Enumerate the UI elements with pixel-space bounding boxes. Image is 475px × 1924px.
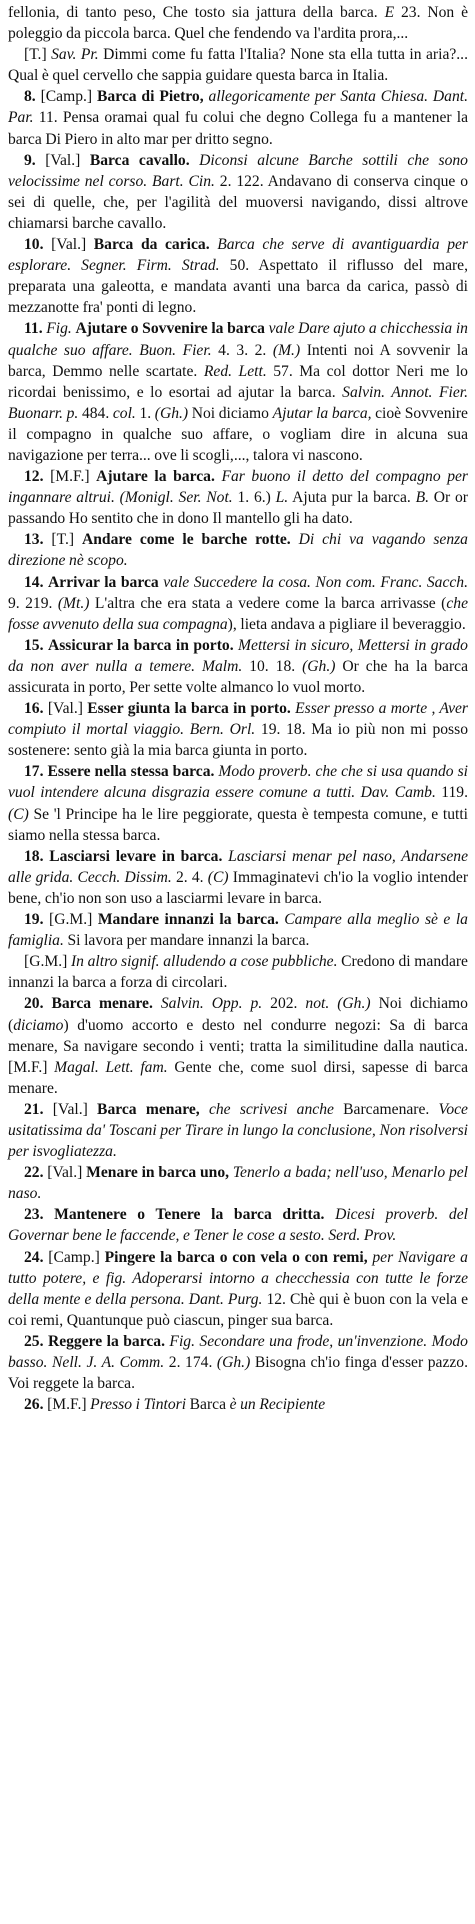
dictionary-entry bbox=[8, 1247, 468, 1331]
entry-text-segment: [Camp.] bbox=[43, 1248, 105, 1266]
entry-text-segment: [Val.] bbox=[43, 700, 88, 718]
entry-text-segment bbox=[44, 1206, 55, 1223]
dictionary-entry bbox=[8, 318, 468, 466]
entry-text-segment bbox=[324, 1206, 335, 1223]
entry-text-segment bbox=[153, 995, 161, 1012]
entry-text-segment: E bbox=[384, 4, 395, 21]
entry-text-segment: Credono di mandare innanzi la barca a forza di circolari. bbox=[8, 953, 468, 992]
entry-text-segment: 9. 219. bbox=[8, 594, 58, 612]
dictionary-entry bbox=[8, 2, 468, 44]
entry-text-segment: Voce usitatissima da' Toscani per Tirare in lungo la conclusione, Non risolversi per isvogliatezza. bbox=[8, 1100, 468, 1161]
entry-text-segment: 22. bbox=[24, 1164, 44, 1182]
entry-text-segment: Mantenere o Tenere la barca dritta. bbox=[54, 1206, 325, 1224]
entry-text-segment: 23. Non è poleggio da piccola barca. Quel che fendendo va l'ardita prora,... bbox=[8, 4, 468, 43]
entry-text-segment: 4. 3. 2. bbox=[211, 341, 273, 359]
entry-text-segment: Andare come le barche rotte. bbox=[81, 531, 291, 549]
entry-text-segment: Pingere la barca o con vela o con remi, bbox=[104, 1248, 368, 1266]
entry-text-segment: Sav. Pr. bbox=[51, 46, 99, 64]
entry-text-segment: Or or passando Ho sentito che in dono Il mantello gli ha dato. bbox=[8, 489, 468, 528]
dictionary-entry bbox=[8, 150, 468, 234]
entry-text-segment bbox=[291, 531, 299, 548]
entry-text-segment: [Val.] bbox=[43, 236, 94, 254]
entry-text-segment: Or che ha la barca assicurata in porto, Per sette volte almanco lo vuol morto. bbox=[8, 657, 468, 696]
entry-text-segment bbox=[200, 1101, 209, 1118]
dictionary-entry bbox=[8, 466, 468, 529]
entry-text-segment: 14. bbox=[24, 573, 44, 591]
dictionary-entry bbox=[8, 1162, 468, 1204]
entry-text-segment: Gente che, come suol dirsi, sapesse di barca menare. bbox=[8, 1058, 468, 1097]
entry-text-segment: Lasciarsi levare in barca. bbox=[49, 847, 223, 865]
entry-text-segment: [M.F.] bbox=[43, 1396, 91, 1414]
entry-text-segment: 57. Ma col dottor Neri me lo ricordai benissimo, e lo esortai ad ajutar la barca. bbox=[8, 362, 468, 401]
entry-text-segment: B. bbox=[415, 489, 429, 507]
dictionary-entry bbox=[8, 234, 468, 318]
entry-text-segment: 13. bbox=[24, 531, 44, 549]
entry-text-segment: Menare in barca uno, bbox=[86, 1164, 230, 1182]
entry-text-segment: [G.M.] bbox=[43, 911, 98, 929]
entry-text-segment: ), lieta andava a pigliare il beveraggio. bbox=[227, 615, 466, 633]
entry-text-segment: [Val.] bbox=[43, 1100, 98, 1118]
entry-text-segment: Red. Lett. bbox=[203, 362, 267, 380]
entry-text-segment: Bisogna ch'io finga d'esser pazzo. Voi reggete la barca. bbox=[8, 1354, 468, 1393]
entry-text-segment: (Mt.) bbox=[57, 594, 90, 612]
entry-text-segment: Arrivar la barca bbox=[48, 573, 159, 591]
entry-text-segment: Intenti noi A sovvenir la barca, Demmo nelle scartate. bbox=[8, 341, 468, 380]
entry-text-segment: [Camp.] bbox=[35, 88, 97, 106]
entry-text-segment: (C) bbox=[8, 805, 29, 823]
entry-text-segment: 50. Aspettato il riflusso del mare, preparata una galeotta, e mandata avanti una barca da carica, passò di mezzanotte fra' ponti di legno. bbox=[8, 257, 468, 317]
entry-text-segment: Reggere la barca. bbox=[47, 1332, 165, 1350]
entry-text-segment: In altro signif. alludendo a cose pubbliche. bbox=[70, 953, 338, 971]
entry-text-segment: Si lavora per mandare innanzi la barca. bbox=[63, 932, 310, 950]
entry-text-segment: 18. bbox=[24, 847, 44, 865]
entry-text-segment: Se 'l Principe ha le lire peggiorate, questa è tempesta comune, e tutti siamo nella stessa barca. bbox=[8, 805, 468, 844]
dictionary-entry bbox=[8, 86, 468, 149]
entry-text-segment: 202. bbox=[262, 995, 306, 1013]
entry-text-segment: Ajuta pur la barca. bbox=[288, 489, 416, 507]
entry-text-segment: Lasciarsi menar pel naso, Andarsene alle grida. Cecch. Dissim. bbox=[8, 847, 468, 886]
entry-text-segment: 16. bbox=[24, 700, 44, 718]
entry-text-segment: che fosse avvenuto della sua compagna bbox=[8, 594, 468, 633]
entry-text-segment: che scrivesi anche bbox=[208, 1100, 334, 1118]
entry-text-segment: Mandare innanzi la barca. bbox=[97, 911, 279, 929]
entry-text-segment: Esser giunta la barca in porto. bbox=[87, 700, 291, 718]
entry-text-segment: 1. bbox=[135, 404, 155, 422]
entry-text-segment: [M.F.] bbox=[43, 468, 97, 486]
dictionary-entry bbox=[8, 909, 468, 951]
entry-text-segment: 25. bbox=[24, 1332, 44, 1350]
entry-text-segment: Mettersi in sicuro, Mettersi in grado da non aver nulla a temere. Malm. bbox=[8, 636, 468, 675]
entry-text-segment: L. bbox=[275, 489, 289, 507]
entry-text-segment: Modo proverb. che che si usa quando si vuol intendere alcuna disgrazia essere comune a tutti. Dav. Camb. bbox=[8, 763, 468, 802]
entry-text-segment: (Gh.) bbox=[216, 1354, 251, 1371]
entry-text-segment: fellonia, di tanto peso, Che tosto sia jattura della barca. bbox=[8, 4, 385, 21]
dictionary-entry bbox=[8, 44, 468, 86]
dictionary-entry bbox=[8, 993, 468, 1098]
entry-text-segment: (Gh.) bbox=[302, 657, 336, 675]
dictionary-entry bbox=[8, 1331, 468, 1394]
entry-text-segment: Magal. Lett. fam. bbox=[54, 1058, 168, 1076]
entry-text-segment: L'altra che era stata a vedere come la barca arrivasse ( bbox=[89, 594, 447, 612]
entry-text-segment: Essere nella stessa barca. bbox=[47, 763, 215, 781]
entry-text-segment: Ajutar la barca, bbox=[272, 404, 372, 422]
entry-text-segment: 24. bbox=[24, 1248, 44, 1266]
entry-text-segment: [G.M.] bbox=[24, 953, 71, 971]
entry-text-segment: vale Succedere la cosa. Non com. Franc. Sacch. bbox=[163, 573, 468, 591]
entry-text-segment: 15. bbox=[24, 636, 44, 654]
entry-text-segment: Dicesi proverb. del Governar bene le faccende, e Tener le cose a sesto. Serd. Prov. bbox=[8, 1206, 468, 1245]
entry-text-segment: Barca menare, bbox=[97, 1100, 200, 1118]
dictionary-entry bbox=[8, 846, 468, 909]
dictionary-entry bbox=[8, 698, 468, 761]
entry-text-segment: Barcamenare. bbox=[333, 1100, 439, 1118]
entry-text-segment: 1. 6.) bbox=[232, 489, 276, 507]
entry-text-segment: [T.] bbox=[24, 46, 52, 64]
entry-text-segment: Esser presso a morte , Aver compiuto il mortal viaggio. Bern. Orl. bbox=[8, 700, 468, 739]
entry-text-segment: Fig. bbox=[46, 320, 72, 338]
dictionary-entry bbox=[8, 761, 468, 845]
entry-text-segment: 119. bbox=[435, 784, 469, 802]
entry-text-segment: Far buono il detto del compagno per ingannare altrui. (Monigl. Ser. Not. bbox=[8, 468, 468, 507]
entry-text-segment: per Navigare a tutto potere, e fig. Adoperarsi intorno a checchessia con tutte le forze della mente e della persona. Dant. Purg. bbox=[8, 1248, 468, 1308]
dictionary-entry bbox=[8, 572, 468, 635]
entry-text-segment: Campare alla meglio sè e la famiglia. bbox=[8, 911, 468, 950]
entry-text-segment: [Val.] bbox=[43, 1164, 87, 1182]
entry-text-segment: Barca da carica. bbox=[93, 236, 210, 254]
entry-text-segment: 10. bbox=[24, 236, 44, 254]
entry-text-segment: 19. 18. Ma io più non mi posso sostenere: sento già la mia barca giunta in porto. bbox=[8, 721, 468, 760]
entry-text-segment: 2. 122. Andavano di conserva cinque o sei di quelle, che, per l'agilità del muoversi navigando, dissi altrove chiamarsi barche cavallo. bbox=[8, 172, 468, 232]
entry-text-segment: (C) bbox=[207, 868, 229, 886]
entry-text-segment: Fig. Secondare una frode, un'invenzione. Modo basso. Nell. J. A. Comm. bbox=[8, 1332, 468, 1371]
entry-text-segment: Ajutare la barca. bbox=[96, 468, 215, 486]
entry-text-segment: 26. bbox=[24, 1396, 44, 1414]
entry-text-segment: not. (Gh.) bbox=[305, 995, 371, 1013]
entry-text-segment bbox=[190, 152, 200, 169]
entry-text-segment: 2. 4. bbox=[171, 868, 208, 886]
entry-text-segment: Barca bbox=[186, 1396, 230, 1414]
entry-text-segment: vale Dare ajuto a chicchessia in qualche suo affare. Buon. Fier. bbox=[8, 320, 468, 359]
entry-text-segment: Presso i Tintori bbox=[90, 1396, 187, 1414]
entry-text-segment: 21. bbox=[24, 1100, 44, 1118]
entry-text-segment: Immaginatevi ch'io la voglio intender bene, ch'io non son uso a lasciarmi levare in barca. bbox=[8, 868, 469, 907]
entry-text-segment: 19. bbox=[24, 911, 44, 929]
dictionary-entry bbox=[8, 951, 468, 993]
entry-text-segment: 9. bbox=[24, 151, 36, 169]
entry-text-segment: allegoricamente per Santa Chiesa. Dant. Par. bbox=[8, 88, 468, 127]
entry-text-segment: diciamo bbox=[13, 1016, 64, 1034]
entry-text-segment: Barca cavallo. bbox=[89, 151, 190, 169]
entry-text-segment: 23. bbox=[24, 1206, 44, 1224]
entry-text-segment: Diconsi alcune Barche sottili che sono velocissime nel corso. Bart. Cin. bbox=[8, 151, 468, 190]
dictionary-entry bbox=[8, 635, 468, 698]
entry-text-segment: Salvin. Opp. p. bbox=[160, 995, 263, 1013]
entry-text-segment: Barca che serve di avantiguardia per esplorare. Segner. Firm. Strad. bbox=[8, 236, 468, 275]
entry-text-segment: 12. bbox=[24, 468, 44, 486]
entry-text-segment: 8. bbox=[24, 88, 36, 106]
entry-text-segment: Di chi va vagando senza direzione nè scopo. bbox=[8, 531, 468, 570]
entry-text-segment: Noi diciamo bbox=[188, 404, 273, 422]
entry-text-segment: 11. Pensa oramai qual fu colui che degno Collega fu a mantener la barca Di Piero in alto mar per dritto segno. bbox=[8, 109, 468, 148]
entry-text-segment: 484. bbox=[78, 404, 113, 422]
dictionary-entry bbox=[8, 1099, 468, 1162]
entry-text-segment: 12. Chè qui è buon con la vela e coi remi, Quantunque può ciascun, pinger sua barca. bbox=[8, 1290, 469, 1329]
entry-text-segment: (M.) bbox=[272, 341, 301, 359]
entry-text-segment: Barca menare. bbox=[51, 995, 153, 1013]
entry-text-segment: 11. bbox=[24, 320, 43, 338]
entry-text-segment: cioè Sovvenire il compagno in qualche suo affare, o vogliam dire in alcuna sua navigazione per terra... ove li scogli,..., talora vi nascono. bbox=[8, 404, 468, 464]
entry-text-segment: 17. bbox=[24, 763, 44, 781]
entry-text-segment: Barca di Pietro, bbox=[97, 88, 204, 106]
entry-text-segment: 20. bbox=[24, 995, 44, 1013]
entry-text-segment: Assicurar la barca in porto. bbox=[47, 636, 234, 654]
dictionary-entry bbox=[8, 529, 468, 571]
entry-text-segment: Dimmi come fu fatta l'Italia? None sta ella tutta in aria?... Qual è quel cervello che sappia guidare questa barca in Italia. bbox=[8, 46, 468, 85]
entry-text-segment: (Gh.) bbox=[154, 404, 189, 422]
entry-text-segment: [T.] bbox=[43, 531, 82, 549]
entry-text-segment: 2. 174. bbox=[164, 1354, 217, 1371]
entry-text-segment: Ajutare o Sovvenire la barca bbox=[75, 320, 265, 338]
dictionary-entry bbox=[8, 1394, 468, 1415]
entry-text-segment: [Val.] bbox=[35, 151, 90, 169]
entry-text-segment: ) d'uomo accorto e desto nel condurre negozi: Sa di barca menare, Sa navigare secondo i venti; tratta la similitudine dalla nautica. [M.F.] bbox=[8, 1016, 468, 1076]
entry-text-segment: 10. 18. bbox=[242, 657, 303, 675]
entry-text-segment: Salvin. Annot. Fier. Buonarr. p. bbox=[8, 383, 468, 422]
entry-text-segment: col. bbox=[112, 404, 136, 422]
entry-text-segment: è un Recipiente bbox=[229, 1396, 326, 1414]
dictionary-entry bbox=[8, 1204, 468, 1246]
entry-text-segment: Noi dichiamo ( bbox=[8, 995, 468, 1034]
entry-text-segment: Tenerlo a bada; nell'uso, Menarlo pel naso. bbox=[8, 1164, 468, 1203]
